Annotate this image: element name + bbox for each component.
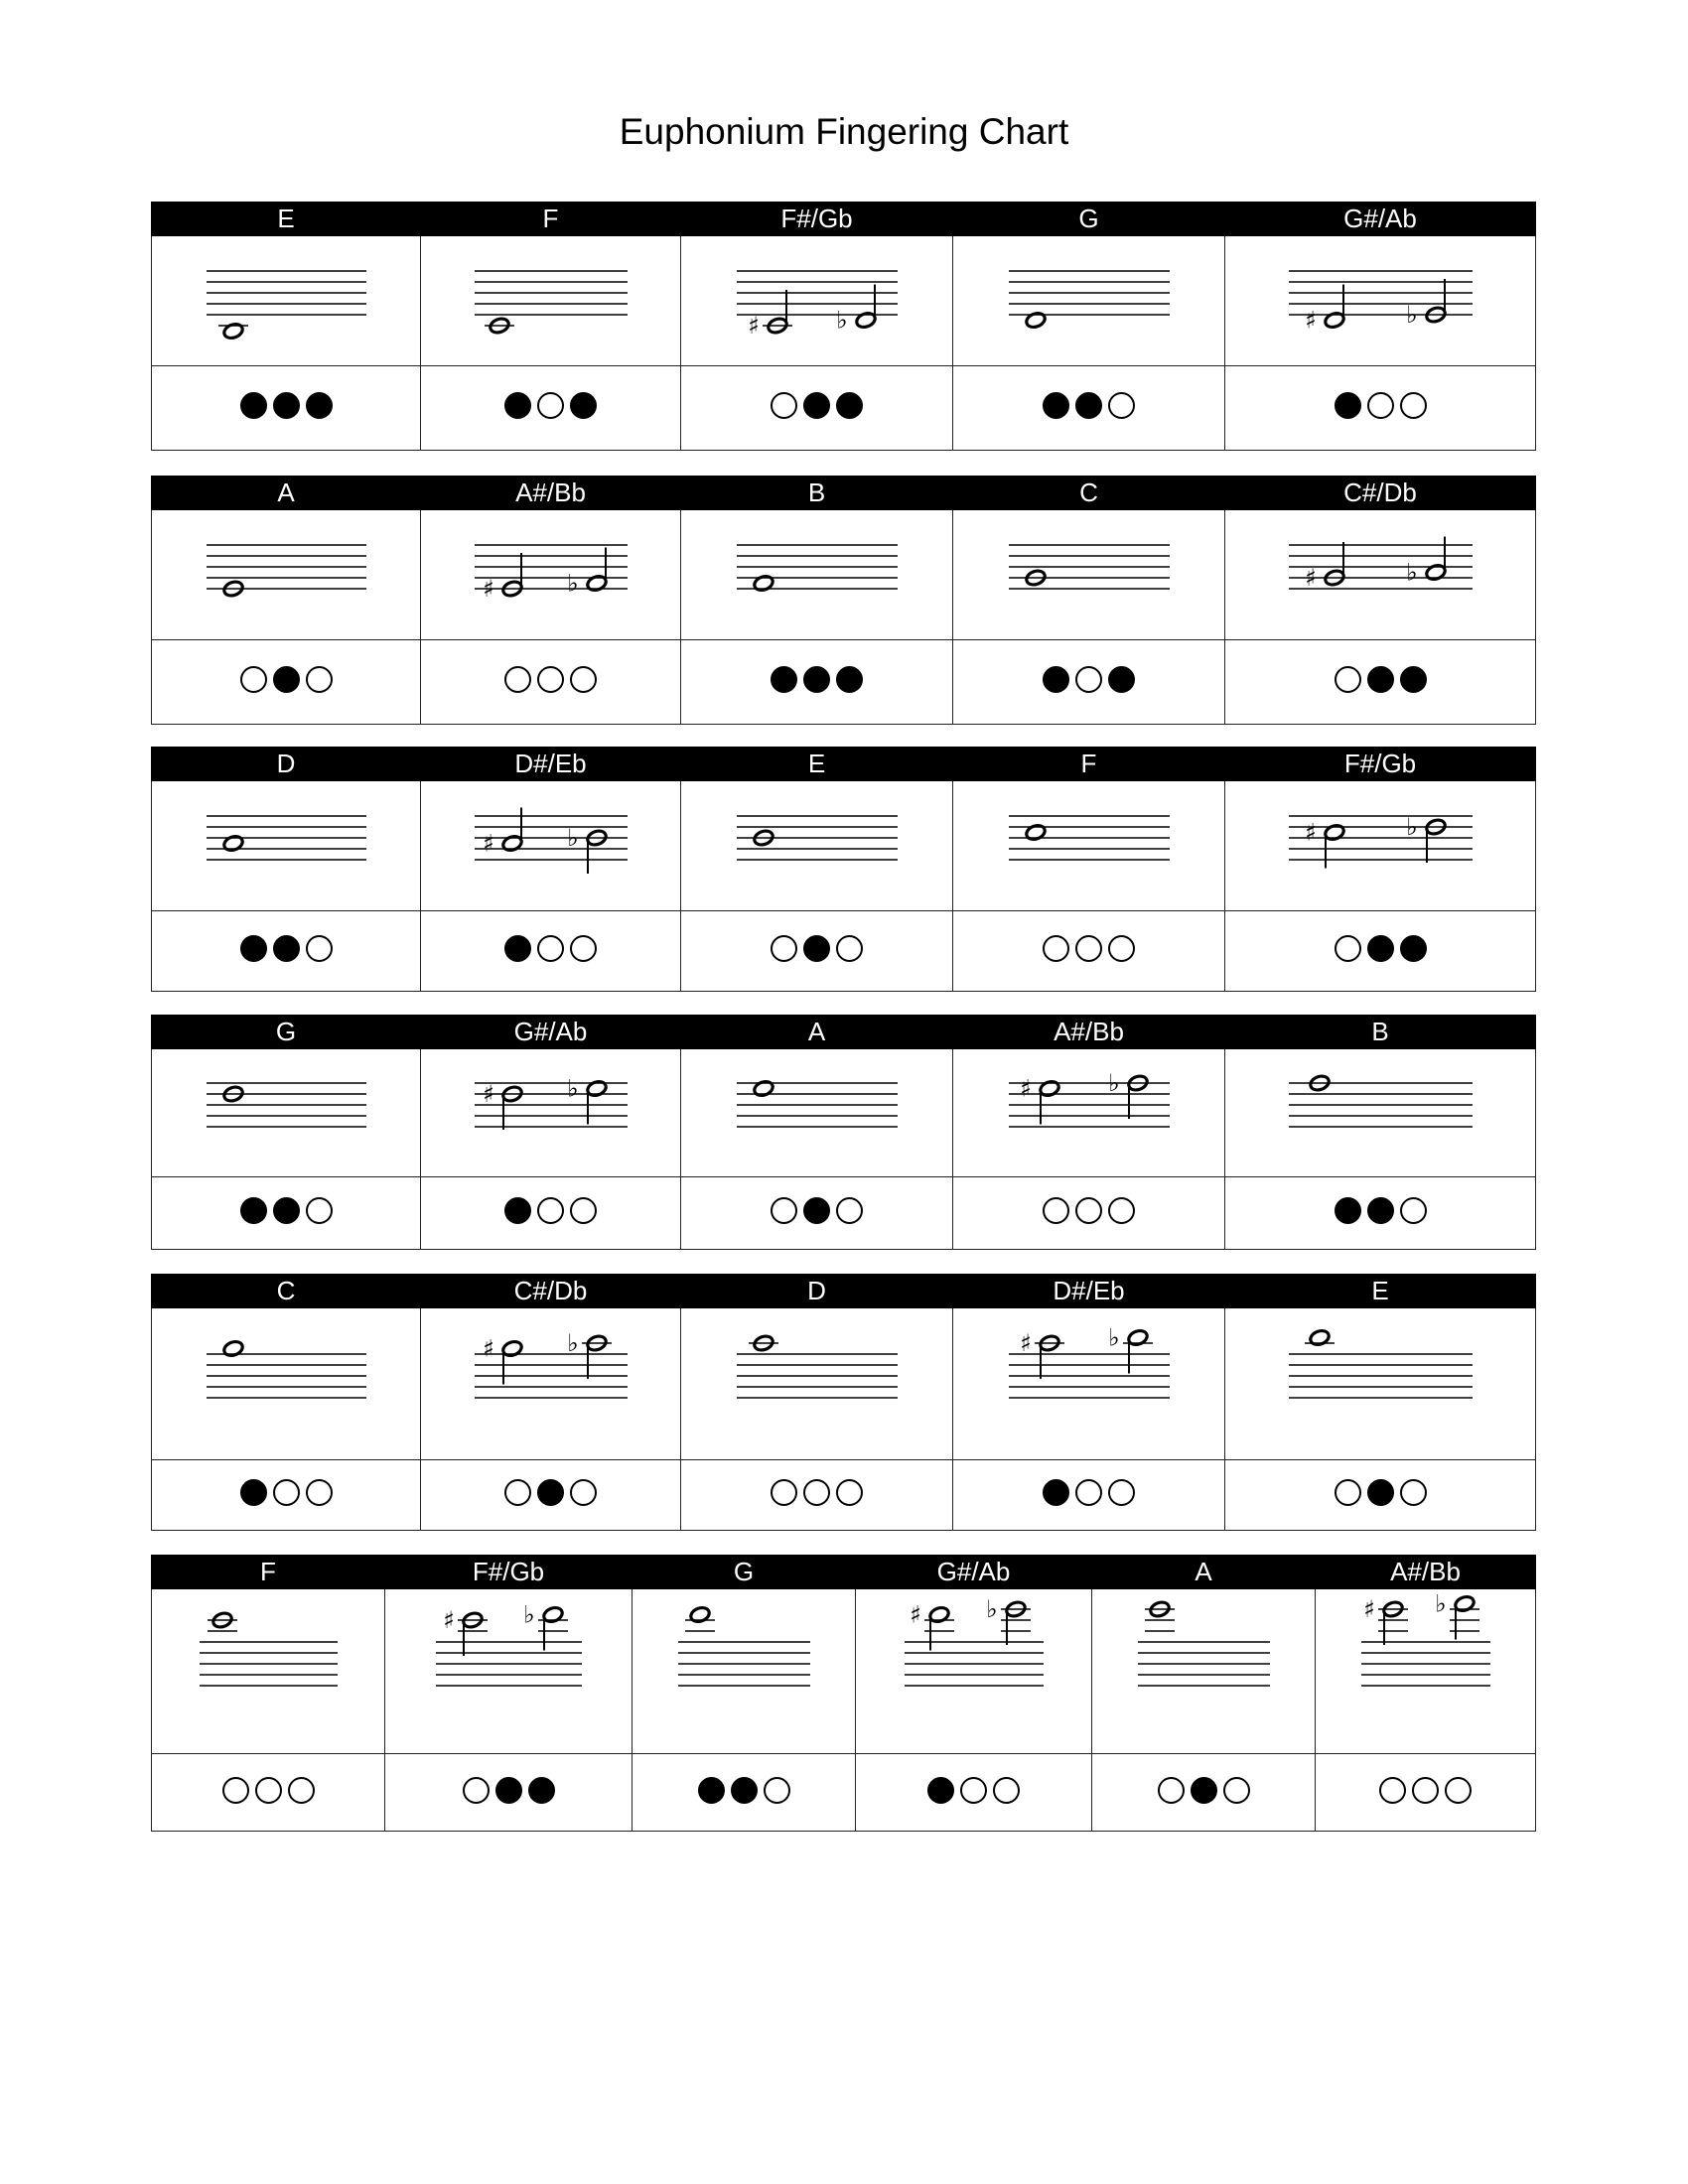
staff-cell <box>1092 1589 1316 1754</box>
note-name-header: D <box>681 1275 953 1308</box>
valve-fingering <box>953 640 1225 725</box>
valve-open-icon <box>504 666 531 693</box>
music-staff <box>955 783 1223 908</box>
music-staff <box>683 512 951 637</box>
valve-fingering <box>421 1460 681 1531</box>
valve-open-icon <box>1400 392 1427 419</box>
valve-fingering <box>421 1177 681 1250</box>
staff-cell <box>681 1308 953 1460</box>
valve-fingering <box>1225 1460 1536 1531</box>
valve-pressed-icon <box>803 935 830 962</box>
valve-pressed-icon <box>528 1777 555 1804</box>
flat-sign: ♭ <box>985 1595 998 1623</box>
note-head <box>1323 823 1344 842</box>
staff-cell <box>152 236 421 366</box>
valve-pressed-icon <box>1400 666 1427 693</box>
valve-open-icon <box>306 935 333 962</box>
valve-fingering <box>152 911 421 992</box>
note-head <box>688 1605 710 1624</box>
valve-pressed-icon <box>1367 1479 1394 1506</box>
sharp-sign: ♯ <box>482 829 494 858</box>
valve-open-icon <box>306 1479 333 1506</box>
flat-sign: ♭ <box>566 1329 579 1357</box>
valve-open-icon <box>1108 1197 1135 1224</box>
flat-sign: ♭ <box>522 1600 535 1629</box>
valve-open-icon <box>771 1197 797 1224</box>
note-name-header: A <box>152 477 421 510</box>
sharp-sign: ♯ <box>909 1600 921 1629</box>
music-staff <box>858 1591 1090 1751</box>
music-staff <box>1318 1591 1534 1751</box>
valve-pressed-icon <box>731 1777 758 1804</box>
valve-open-icon <box>771 935 797 962</box>
staff-cell <box>681 510 953 640</box>
note-head <box>1024 823 1046 842</box>
valve-open-icon <box>960 1777 987 1804</box>
valve-open-icon <box>836 935 863 962</box>
note-name-header: B <box>1225 1016 1536 1049</box>
valve-open-icon <box>803 1479 830 1506</box>
note-name-header: G#/Ab <box>856 1556 1092 1589</box>
note-name-header: E <box>1225 1275 1536 1308</box>
sharp-sign: ♯ <box>442 1606 455 1634</box>
music-staff <box>154 512 419 637</box>
sharp-sign: ♯ <box>1019 1074 1032 1103</box>
staff-cell <box>1225 781 1536 911</box>
staff-cell <box>421 1049 681 1177</box>
music-staff <box>683 1051 951 1174</box>
staff-cell <box>385 1589 633 1754</box>
note-head <box>500 1339 522 1358</box>
valve-fingering <box>953 366 1225 451</box>
valve-open-icon <box>993 1777 1020 1804</box>
flat-sign: ♭ <box>1434 1591 1447 1618</box>
sharp-sign: ♯ <box>747 312 760 340</box>
valve-open-icon <box>1335 935 1361 962</box>
note-name-header: C#/Db <box>421 1275 681 1308</box>
valve-open-icon <box>1400 1479 1427 1506</box>
note-name-header: A#/Bb <box>421 477 681 510</box>
staff-cell <box>681 1049 953 1177</box>
music-staff <box>955 238 1223 363</box>
music-staff <box>1094 1591 1314 1751</box>
valve-open-icon <box>537 392 564 419</box>
staff-cell <box>953 781 1225 911</box>
note-head <box>1126 1328 1148 1347</box>
staff-cell <box>633 1589 856 1754</box>
music-staff <box>1227 783 1534 908</box>
note-head <box>221 1339 243 1358</box>
flat-sign: ♭ <box>1405 301 1418 329</box>
valve-pressed-icon <box>1043 1479 1069 1506</box>
music-staff <box>683 783 951 908</box>
sharp-sign: ♯ <box>482 1334 494 1363</box>
music-staff <box>154 1591 383 1751</box>
valve-pressed-icon <box>836 666 863 693</box>
staff-cell <box>681 236 953 366</box>
valve-fingering <box>681 911 953 992</box>
valve-pressed-icon <box>1108 666 1135 693</box>
staff-cell <box>421 781 681 911</box>
note-name-header: G#/Ab <box>1225 203 1536 236</box>
valve-open-icon <box>1400 1197 1427 1224</box>
valve-pressed-icon <box>1075 392 1102 419</box>
valve-pressed-icon <box>771 666 797 693</box>
note-name-header: F <box>953 748 1225 781</box>
note-head <box>585 574 607 593</box>
valve-pressed-icon <box>803 392 830 419</box>
valve-pressed-icon <box>306 392 333 419</box>
staff-cell <box>152 510 421 640</box>
valve-pressed-icon <box>1367 666 1394 693</box>
valve-open-icon <box>306 666 333 693</box>
sharp-sign: ♯ <box>1362 1595 1375 1623</box>
note-head <box>752 1079 774 1098</box>
valve-fingering <box>681 1177 953 1250</box>
note-name-header: G <box>152 1016 421 1049</box>
note-head <box>927 1605 949 1624</box>
valve-fingering <box>421 366 681 451</box>
sharp-sign: ♯ <box>1019 1329 1032 1357</box>
valve-pressed-icon <box>240 1479 267 1506</box>
staff-cell <box>1225 510 1536 640</box>
note-head <box>1323 311 1344 330</box>
staff-cell <box>953 1308 1225 1460</box>
music-staff <box>154 783 419 908</box>
valve-fingering <box>152 1177 421 1250</box>
note-name-header: A <box>1092 1556 1316 1589</box>
valve-pressed-icon <box>504 1197 531 1224</box>
valve-fingering <box>681 640 953 725</box>
flat-sign: ♭ <box>835 306 848 335</box>
valve-open-icon <box>1445 1777 1472 1804</box>
valve-open-icon <box>504 1479 531 1506</box>
music-staff <box>1227 512 1534 637</box>
note-head <box>1453 1594 1475 1613</box>
valve-fingering <box>633 1754 856 1832</box>
note-name-header: D#/Eb <box>953 1275 1225 1308</box>
valve-open-icon <box>836 1197 863 1224</box>
music-staff <box>423 783 679 908</box>
valve-open-icon <box>273 1479 300 1506</box>
flat-sign: ♭ <box>1405 558 1418 587</box>
valve-pressed-icon <box>504 392 531 419</box>
valve-open-icon <box>240 666 267 693</box>
valve-open-icon <box>1412 1777 1439 1804</box>
valve-fingering <box>1316 1754 1536 1832</box>
note-name-header: E <box>681 748 953 781</box>
note-head <box>1024 311 1046 330</box>
valve-fingering <box>421 911 681 992</box>
flat-sign: ♭ <box>566 569 579 598</box>
valve-fingering <box>953 1460 1225 1531</box>
valve-pressed-icon <box>273 392 300 419</box>
valve-open-icon <box>570 1479 597 1506</box>
flat-sign: ♭ <box>1107 1069 1120 1097</box>
fingering-row <box>151 1555 1536 1832</box>
note-name-header: A#/Bb <box>953 1016 1225 1049</box>
music-staff <box>387 1591 631 1751</box>
sharp-sign: ♯ <box>1304 818 1317 847</box>
fingering-row <box>151 1015 1536 1250</box>
note-name-header: E <box>152 203 421 236</box>
staff-cell <box>421 236 681 366</box>
valve-pressed-icon <box>273 666 300 693</box>
valve-open-icon <box>771 392 797 419</box>
valve-pressed-icon <box>504 935 531 962</box>
valve-open-icon <box>1075 935 1102 962</box>
note-name-header: C#/Db <box>1225 477 1536 510</box>
note-name-header: C <box>953 477 1225 510</box>
music-staff <box>1227 238 1534 363</box>
valve-open-icon <box>1108 935 1135 962</box>
music-staff <box>683 1310 951 1457</box>
valve-open-icon <box>537 666 564 693</box>
sharp-sign: ♯ <box>1304 306 1317 335</box>
valve-open-icon <box>1335 666 1361 693</box>
music-staff <box>154 238 419 363</box>
valve-pressed-icon <box>240 1197 267 1224</box>
note-name-header: F#/Gb <box>1225 748 1536 781</box>
valve-pressed-icon <box>1043 392 1069 419</box>
note-name-header: G#/Ab <box>421 1016 681 1049</box>
note-name-header: B <box>681 477 953 510</box>
music-staff <box>955 512 1223 637</box>
valve-open-icon <box>306 1197 333 1224</box>
valve-open-icon <box>255 1777 282 1804</box>
valve-pressed-icon <box>803 666 830 693</box>
staff-cell <box>681 781 953 911</box>
valve-pressed-icon <box>495 1777 522 1804</box>
valve-pressed-icon <box>1043 666 1069 693</box>
staff-cell <box>152 781 421 911</box>
fingering-row <box>151 747 1536 992</box>
note-head <box>752 574 774 593</box>
music-staff <box>683 238 951 363</box>
staff-cell <box>953 236 1225 366</box>
valve-open-icon <box>1335 1479 1361 1506</box>
valve-pressed-icon <box>240 392 267 419</box>
staff-cell <box>856 1589 1092 1754</box>
note-head <box>1308 1328 1330 1347</box>
sharp-sign: ♯ <box>1304 564 1317 592</box>
valve-open-icon <box>1108 392 1135 419</box>
staff-cell <box>953 510 1225 640</box>
valve-fingering <box>1225 366 1536 451</box>
music-staff <box>634 1591 854 1751</box>
staff-cell <box>421 510 681 640</box>
valve-open-icon <box>1158 1777 1185 1804</box>
fingering-row <box>151 1274 1536 1531</box>
note-name-header: F <box>152 1556 385 1589</box>
valve-pressed-icon <box>570 392 597 419</box>
valve-pressed-icon <box>1367 935 1394 962</box>
valve-pressed-icon <box>240 935 267 962</box>
valve-pressed-icon <box>1191 1777 1217 1804</box>
note-name-header: D <box>152 748 421 781</box>
valve-open-icon <box>570 666 597 693</box>
valve-pressed-icon <box>1367 1197 1394 1224</box>
valve-open-icon <box>1108 1479 1135 1506</box>
valve-open-icon <box>1075 666 1102 693</box>
valve-fingering <box>681 366 953 451</box>
valve-open-icon <box>1043 1197 1069 1224</box>
valve-open-icon <box>1379 1777 1406 1804</box>
note-head <box>585 1079 607 1098</box>
music-staff <box>423 1310 679 1457</box>
valve-fingering <box>152 366 421 451</box>
valve-fingering <box>152 1754 385 1832</box>
note-head <box>1038 1079 1059 1098</box>
flat-sign: ♭ <box>566 824 579 852</box>
valve-pressed-icon <box>927 1777 954 1804</box>
valve-fingering <box>953 911 1225 992</box>
valve-pressed-icon <box>1335 392 1361 419</box>
staff-cell <box>1225 1049 1536 1177</box>
note-name-header: F <box>421 203 681 236</box>
valve-pressed-icon <box>273 935 300 962</box>
valve-open-icon <box>570 935 597 962</box>
valve-open-icon <box>836 1479 863 1506</box>
note-head <box>854 311 876 330</box>
note-name-header: A#/Bb <box>1316 1556 1536 1589</box>
staff-cell <box>421 1308 681 1460</box>
valve-open-icon <box>463 1777 490 1804</box>
valve-pressed-icon <box>836 392 863 419</box>
music-staff <box>1227 1310 1534 1457</box>
valve-open-icon <box>537 1197 564 1224</box>
valve-open-icon <box>1075 1197 1102 1224</box>
note-name-header: G <box>953 203 1225 236</box>
note-name-header: A <box>681 1016 953 1049</box>
valve-open-icon <box>537 935 564 962</box>
music-staff <box>423 1051 679 1174</box>
staff-cell <box>1225 1308 1536 1460</box>
valve-fingering <box>1225 640 1536 725</box>
valve-open-icon <box>764 1777 790 1804</box>
note-name-header: G <box>633 1556 856 1589</box>
valve-fingering <box>1225 1177 1536 1250</box>
music-staff <box>154 1310 419 1457</box>
staff-cell <box>152 1049 421 1177</box>
valve-open-icon <box>771 1479 797 1506</box>
staff-cell <box>152 1589 385 1754</box>
valve-open-icon <box>570 1197 597 1224</box>
staff-cell <box>1225 236 1536 366</box>
valve-fingering <box>152 640 421 725</box>
valve-pressed-icon <box>537 1479 564 1506</box>
note-head <box>221 322 243 341</box>
note-head <box>500 834 522 853</box>
valve-pressed-icon <box>273 1197 300 1224</box>
valve-fingering <box>681 1460 953 1531</box>
note-head <box>1424 563 1446 582</box>
valve-fingering <box>1225 911 1536 992</box>
music-staff <box>423 238 679 363</box>
valve-fingering <box>1092 1754 1316 1832</box>
note-name-header: D#/Eb <box>421 748 681 781</box>
valve-fingering <box>856 1754 1092 1832</box>
page-title: Euphonium Fingering Chart <box>619 111 1069 152</box>
valve-pressed-icon <box>803 1197 830 1224</box>
music-staff <box>955 1051 1223 1174</box>
valve-pressed-icon <box>1400 935 1427 962</box>
music-staff <box>154 1051 419 1174</box>
flat-sign: ♭ <box>1405 813 1418 841</box>
note-name-header: F#/Gb <box>681 203 953 236</box>
valve-open-icon <box>1367 392 1394 419</box>
note-head <box>221 834 243 853</box>
valve-open-icon <box>1043 935 1069 962</box>
valve-open-icon <box>222 1777 249 1804</box>
valve-fingering <box>953 1177 1225 1250</box>
staff-cell <box>1316 1589 1536 1754</box>
valve-open-icon <box>288 1777 315 1804</box>
flat-sign: ♭ <box>1107 1323 1120 1352</box>
valve-pressed-icon <box>1335 1197 1361 1224</box>
sharp-sign: ♯ <box>482 575 494 603</box>
music-staff <box>955 1310 1223 1457</box>
note-name-header: F#/Gb <box>385 1556 633 1589</box>
valve-fingering <box>152 1460 421 1531</box>
flat-sign: ♭ <box>566 1074 579 1103</box>
note-name-header: C <box>152 1275 421 1308</box>
valve-open-icon <box>1223 1777 1250 1804</box>
fingering-row <box>151 476 1536 725</box>
music-staff <box>1227 1051 1534 1174</box>
valve-open-icon <box>1075 1479 1102 1506</box>
fingering-row <box>151 202 1536 451</box>
valve-pressed-icon <box>698 1777 725 1804</box>
staff-cell <box>152 1308 421 1460</box>
music-staff <box>423 512 679 637</box>
staff-cell <box>953 1049 1225 1177</box>
valve-fingering <box>385 1754 633 1832</box>
valve-fingering <box>421 640 681 725</box>
note-head <box>541 1605 563 1624</box>
sharp-sign: ♯ <box>482 1080 494 1108</box>
